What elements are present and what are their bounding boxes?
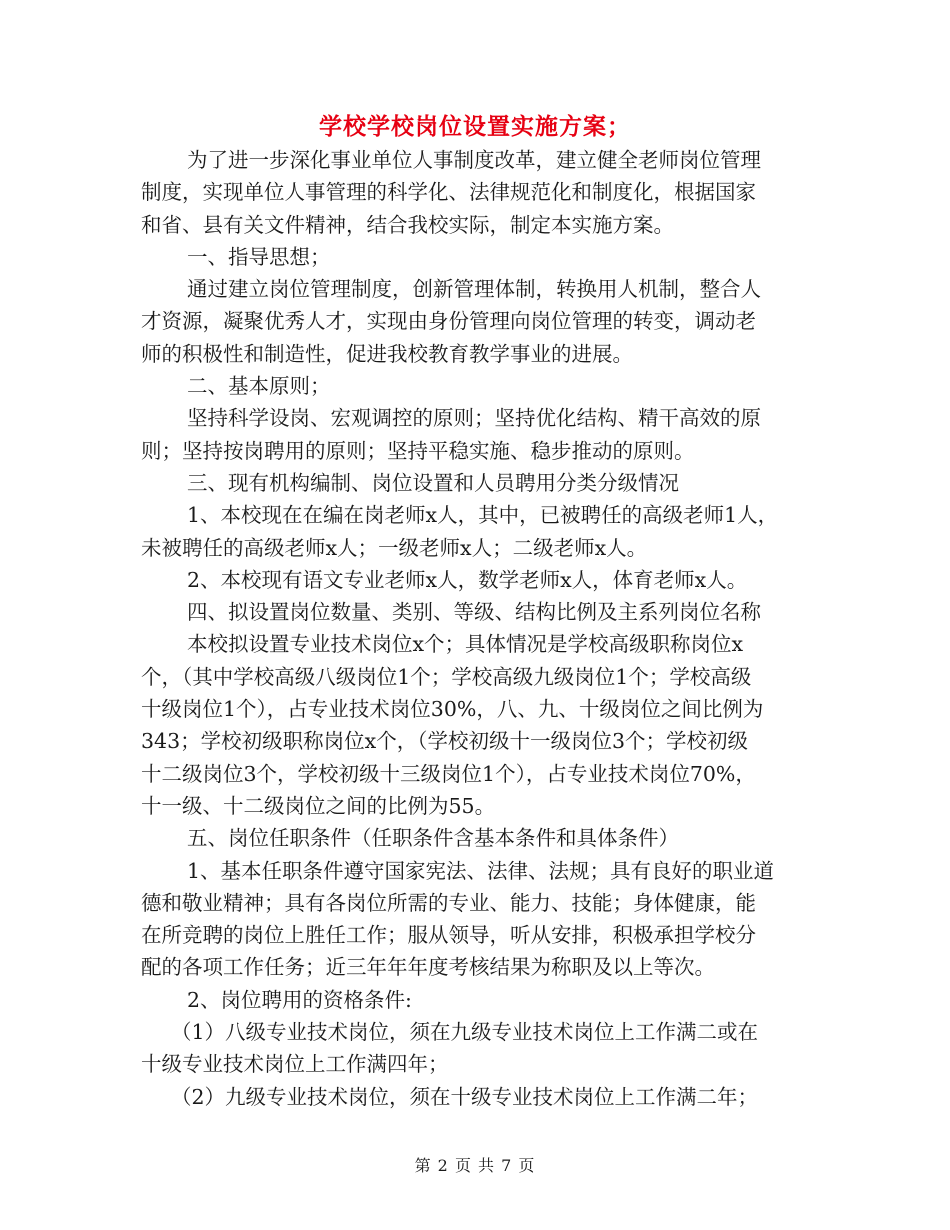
body-line: 师的积极性和制造性，促进我校教育教学事业的进展。 xyxy=(141,341,633,366)
body-line: 十级岗位1个），占专业技术岗位30%，八、九、十级岗位之间比例为 xyxy=(141,697,764,722)
body-line: 为了进一步深化事业单位人事制度改革，建立健全老师岗位管理 xyxy=(187,148,761,172)
body-line: 通过建立岗位管理制度，创新管理体制，转换用人机制，整合人 xyxy=(187,277,761,302)
document-title: 学校学校岗位设置实施方案； xyxy=(319,113,631,140)
body-line: 配的各项工作任务；近三年年年度考核结果为称职及以上等次。 xyxy=(141,955,715,980)
body-line: 十一级、十二级岗位之间的比例为55。 xyxy=(141,793,496,818)
document-body xyxy=(141,144,813,1113)
body-line: 1、本校现在在编在岗老师x人，其中，已被聘任的高级老师1人， xyxy=(187,503,779,528)
body-line: 个，（其中学校高级八级岗位1个；学校高级九级岗位1个；学校高级 xyxy=(141,664,752,689)
body-line: 本校拟设置专业技术岗位x个；具体情况是学校高级职称岗位x xyxy=(187,632,744,657)
body-line: 未被聘任的高级老师x人；一级老师x人；二级老师x人。 xyxy=(141,535,648,560)
body-line: 343；学校初级职称岗位x个，（学校初级十一级岗位3个；学校初级 xyxy=(141,729,748,754)
body-line: 则；坚持按岗聘用的原则；坚持平稳实施、稳步推动的原则。 xyxy=(141,438,695,463)
body-line: 制度，实现单位人事管理的科学化、法律规范化和制度化，根据国家 xyxy=(141,180,756,205)
body-line: 十级专业技术岗位上工作满四年； xyxy=(141,1052,449,1077)
body-line: 十二级岗位3个，学校初级十三级岗位1个），占专业技术岗位70%， xyxy=(141,761,756,786)
body-line: 在所竞聘的岗位上胜任工作；服从领导，听从安排，积极承担学校分 xyxy=(141,923,756,948)
page-footer: 第 2 页 共 7 页 xyxy=(414,1156,536,1175)
body-line: 德和敬业精神；具有各岗位所需的专业、能力、技能；身体健康，能 xyxy=(141,890,756,915)
body-line: 二、基本原则； xyxy=(187,374,331,399)
body-line: 四、拟设置岗位数量、类别、等级、结构比例及主系列岗位名称 xyxy=(187,600,761,625)
body-line: （1）八级专业技术岗位，须在九级专业技术岗位上工作满二或在 xyxy=(171,1020,759,1045)
body-line: （2）九级专业技术岗位，须在十级专业技术岗位上工作满二年； xyxy=(171,1084,759,1109)
body-line: 和省、县有关文件精神，结合我校实际，制定本实施方案。 xyxy=(141,212,674,237)
body-line: 2、岗位聘用的资格条件: xyxy=(187,987,412,1012)
body-line: 1、基本任职条件遵守国家宪法、法律、法规；具有良好的职业道 xyxy=(187,858,775,883)
body-line: 坚持科学设岗、宏观调控的原则；坚持优化结构、精干高效的原 xyxy=(187,406,761,431)
body-line: 三、现有机构编制、岗位设置和人员聘用分类分级情况 xyxy=(187,470,679,495)
body-line: 才资源，凝聚优秀人才，实现由身份管理向岗位管理的转变，调动老 xyxy=(141,309,756,334)
body-line: 2、本校现有语文专业老师x人，数学老师x人，体育老师x人。 xyxy=(187,567,748,592)
body-line: 五、岗位任职条件（任职条件含基本条件和具体条件） xyxy=(187,826,679,851)
body-line: 一、指导思想； xyxy=(187,244,331,269)
